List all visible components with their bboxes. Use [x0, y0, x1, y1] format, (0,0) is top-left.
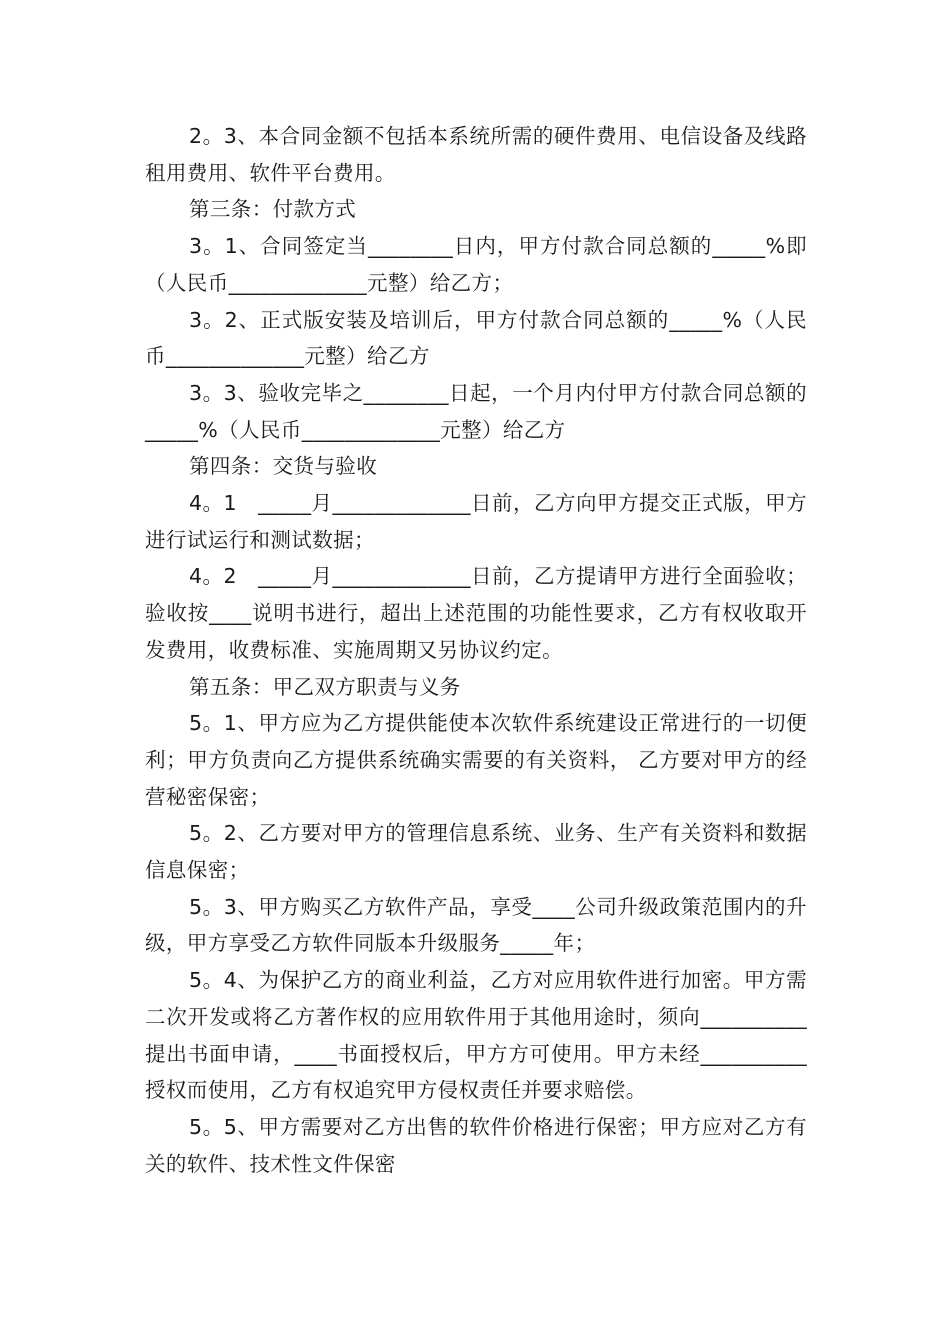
clause-3-1: 3。1、合同签定当________日内，甲方付款合同总额的_____%即（人民币_____________元整）给乙方； [145, 234, 807, 295]
clause-5-4: 5。4、为保护乙方的商业利益，乙方对应用软件进行加密。甲方需二次开发或将乙方著作权的应用软件用于其他用途时，须向__________提出书面申请，____书面授权后，甲方方可使用。甲方未经__________授权而使用，乙方有权追究甲方侵权责任并要求赔偿。 [145, 968, 807, 1103]
clause-5-3: 5。3、甲方购买乙方软件产品，享受____公司升级政策范围内的升级，甲方享受乙方软件同版本升级服务_____年； [145, 894, 807, 956]
document-body [145, 118, 807, 1182]
clause-5-1: 5。1、甲方应为乙方提供能使本次软件系统建设正常进行的一切便利；甲方负责向乙方提供系统确实需要的有关资料， 乙方要对甲方的经营秘密保密； [145, 711, 807, 809]
clause-3-3: 3。3、验收完毕之________日起，一个月内付甲方付款合同总额的_____%（人民币_____________元整）给乙方 [145, 380, 807, 442]
clause-5-5: 5。5、甲方需要对乙方出售的软件价格进行保密；甲方应对乙方有关的软件、技术性文件保密 [145, 1114, 807, 1176]
article-4-heading: 第四条：交货与验收 [189, 454, 378, 479]
clause-5-2: 5。2、乙方要对甲方的管理信息系统、业务、生产有关资料和数据信息保密； [145, 821, 807, 883]
clause-3-2: 3。2、正式版安装及培训后，甲方付款合同总额的_____%（人民币_____________元整）给乙方 [145, 307, 807, 369]
clause-4-2: 4。2 _____月_____________日前，乙方提请甲方进行全面验收；验收按____说明书进行，超出上述范围的功能性要求，乙方有权收取开发费用，收费标准、实施周期又另协议约定。 [145, 564, 807, 662]
article-5-heading: 第五条：甲乙双方职责与义务 [189, 674, 461, 699]
clause-2-3: 2。3、本合同金额不包括本系统所需的硬件费用、电信设备及线路租用费用、软件平台费用。 [145, 124, 807, 185]
clause-4-1: 4。1 _____月_____________日前，乙方向甲方提交正式版，甲方进行试运行和测试数据； [145, 491, 807, 552]
article-3-heading: 第三条：付款方式 [189, 197, 357, 222]
